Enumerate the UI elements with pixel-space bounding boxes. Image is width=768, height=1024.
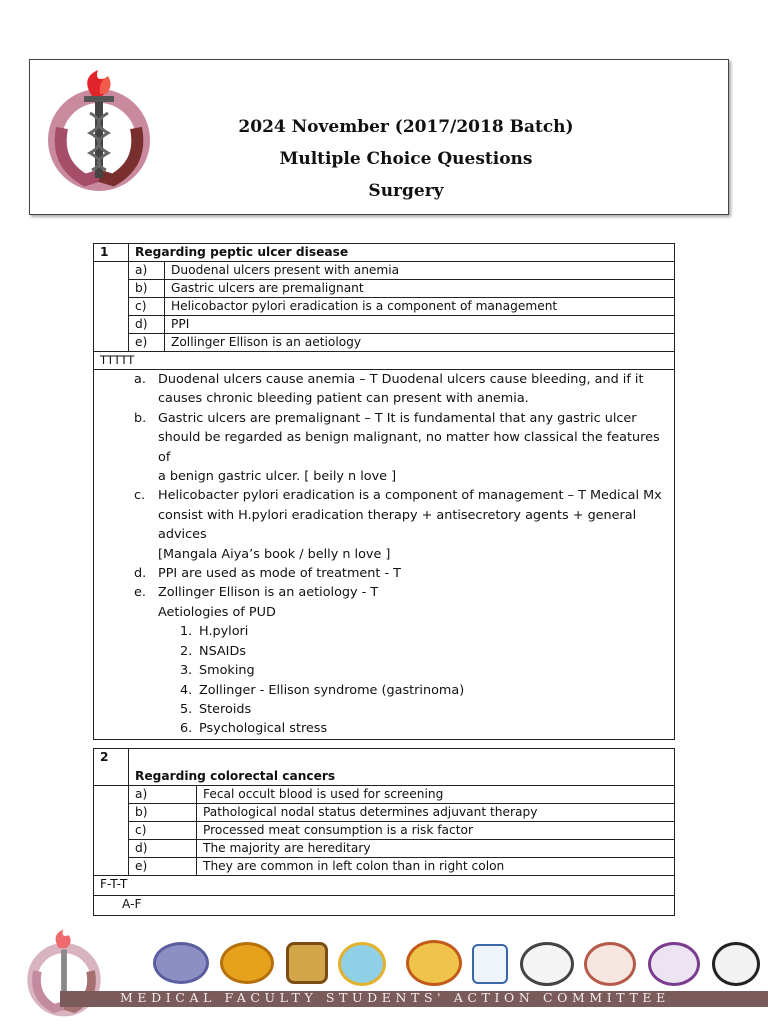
- answer-note: A-F: [94, 896, 675, 916]
- option-letter: a): [129, 262, 165, 280]
- caduceus-torch-hands-logo: [40, 68, 158, 196]
- explanation-b: b. Gastric ulcers are premalignant – T It is fundamental that any gastric ulcer should be regarded as benign malignant, no matter how classical the features of a benign gastric ulcer. [ beily n love ]: [134, 410, 660, 485]
- university-seal-icon: [406, 940, 462, 986]
- option-text: Pathological nodal status determines adjuvant therapy: [197, 804, 675, 822]
- university-seal-icon: [153, 942, 209, 984]
- aetiology-item: 4. Zollinger - Ellison syndrome (gastrinoma): [180, 682, 465, 698]
- question-number: 1: [94, 244, 129, 262]
- option-letter: c): [129, 822, 197, 840]
- university-seal-icon: [472, 944, 508, 984]
- option-letter: e): [129, 334, 165, 352]
- header-title-type: Multiple Choice Questions: [279, 149, 533, 169]
- option-text: Zollinger Ellison is an aetiology: [165, 334, 675, 352]
- explanation-block: [94, 370, 675, 740]
- question-1-table: [93, 243, 675, 740]
- university-seal-icon: [338, 942, 386, 986]
- answer-key: TTTTT: [94, 352, 675, 370]
- explanation-c: c. Helicobacter pylori eradication is a component of management – T Medical Mx consist with H.pylori eradication therapy + antisecretory agents + general advices [Mangala Aiya’s book / belly n love ]: [134, 488, 662, 562]
- university-seal-icon: [584, 942, 636, 986]
- footer-banner-text: MEDICAL FACULTY STUDENTS' ACTION COMMITTEE: [120, 990, 670, 1005]
- option-text: Duodenal ulcers present with anemia: [165, 262, 675, 280]
- header-title-subject: Surgery: [368, 181, 444, 201]
- option-text: Processed meat consumption is a risk factor: [197, 822, 675, 840]
- aetiology-item: 1. H.pylori: [180, 624, 249, 640]
- university-seal-icon: [520, 942, 574, 986]
- option-letter: d): [129, 316, 165, 334]
- university-seal-icon: [648, 942, 700, 986]
- explanation-e: e. Zollinger Ellison is an aetiology - T: [134, 585, 379, 601]
- option-text: Gastric ulcers are premalignant: [165, 280, 675, 298]
- option-text: Helicobactor pylori eradication is a component of management: [165, 298, 675, 316]
- explanation-a: a. Duodenal ulcers cause anemia – T Duodenal ulcers cause bleeding, and if it causes chronic bleeding patient can present with anemia.: [134, 372, 644, 407]
- option-text: The majority are hereditary: [197, 840, 675, 858]
- university-seal-icon: [286, 942, 328, 984]
- question-stem: Regarding peptic ulcer disease: [129, 244, 675, 262]
- option-letter: b): [129, 804, 197, 822]
- option-text: Fecal occult blood is used for screening: [197, 786, 675, 804]
- number-spacer: [94, 262, 129, 352]
- number-spacer: [94, 786, 129, 876]
- option-letter: e): [129, 858, 197, 876]
- question-2-table: [93, 748, 675, 916]
- option-text: PPI: [165, 316, 675, 334]
- aetiology-item: 5. Steroids: [180, 701, 252, 717]
- aetiology-item: 6. Psychological stress: [180, 721, 328, 737]
- question-stem: Regarding colorectal cancers: [129, 749, 675, 786]
- option-letter: d): [129, 840, 197, 858]
- aetiology-item: 3. Smoking: [180, 663, 255, 679]
- header-title-year: 2024 November (2017/2018 Batch): [238, 117, 574, 137]
- option-letter: a): [129, 786, 197, 804]
- option-letter: c): [129, 298, 165, 316]
- option-letter: b): [129, 280, 165, 298]
- option-text: They are common in left colon than in right colon: [197, 858, 675, 876]
- university-seal-icon: [220, 942, 274, 984]
- university-seal-icon: [712, 942, 760, 986]
- aetiology-item: 2. NSAIDs: [180, 643, 246, 659]
- explanation-d: d. PPI are used as mode of treatment - T: [134, 566, 401, 582]
- answer-key: F-T-T: [94, 876, 675, 896]
- question-number: 2: [94, 749, 129, 786]
- aetiology-heading: Aetiologies of PUD: [158, 604, 276, 620]
